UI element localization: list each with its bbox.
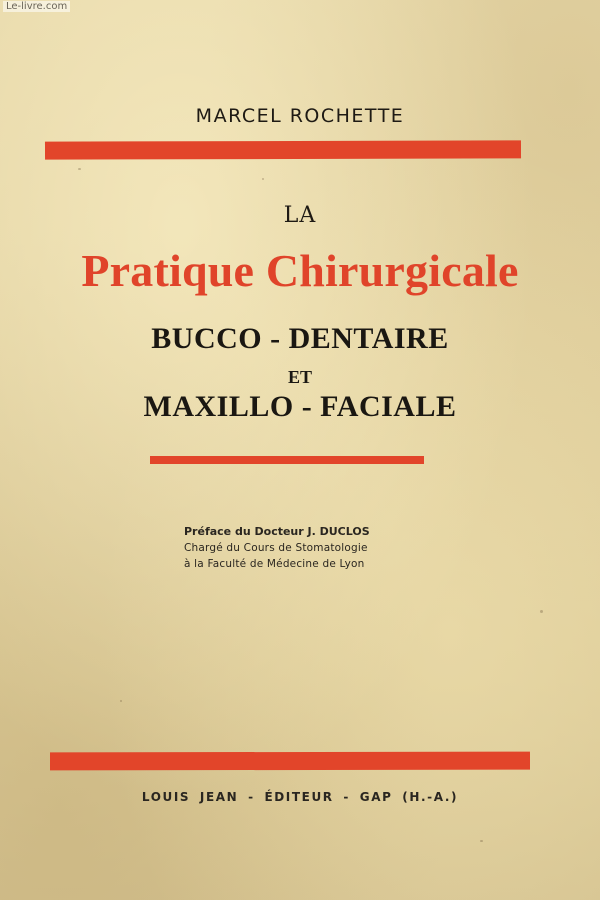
paper-speck: [480, 840, 483, 842]
preface-author: Préface du Docteur J. DUCLOS: [184, 525, 370, 538]
paper-speck: [78, 168, 81, 170]
bottom-red-rule: [50, 752, 530, 771]
subtitle-line-1: BUCCO - DENTAIRE: [151, 322, 449, 355]
author-name: MARCEL ROCHETTE: [195, 105, 405, 127]
main-title: Pratique Chirurgicale: [81, 245, 519, 296]
paper-speck: [262, 178, 264, 180]
publisher-line: LOUIS JEAN - ÉDITEUR - GAP (H.-A.): [141, 790, 459, 804]
title-article: LA: [283, 203, 317, 228]
subtitle-line-3: MAXILLO - FACIALE: [143, 390, 457, 423]
preface-institution: à la Faculté de Médecine de Lyon: [184, 558, 365, 570]
preface-role: Chargé du Cours de Stomatologie: [184, 542, 368, 554]
paper-speck: [120, 700, 122, 702]
middle-red-rule: [150, 456, 424, 464]
subtitle-line-2: ET: [287, 367, 312, 387]
preface-block: [184, 524, 444, 572]
top-red-rule: [45, 140, 521, 159]
paper-speck: [540, 610, 543, 613]
site-watermark: Le-livre.com: [3, 1, 70, 12]
